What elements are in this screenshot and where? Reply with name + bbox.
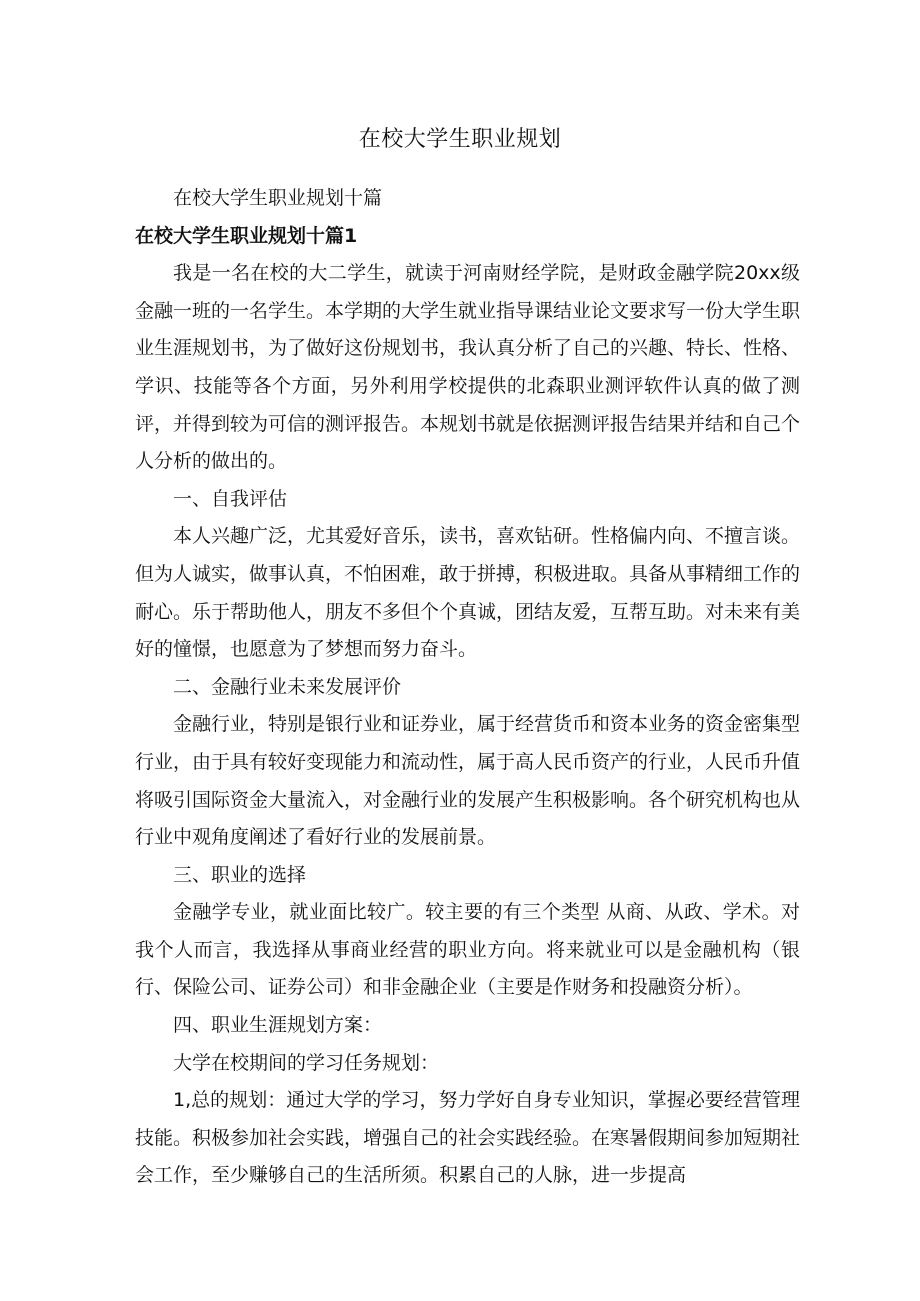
- paragraph-overall-plan: 1,总的规划：通过大学的学习，努力学好自身专业知识，掌握必要经营管理技能。积极参加社会实践，增强自己的社会实践经验。在寒暑假期间参加短期社会工作，至少赚够自己的生活所须。积累自己的人脉，进一步提高: [135, 1089, 801, 1187]
- paragraph-career-choice: 金融学专业，就业面比较广。较主要的有三个类型 从商、从政、学术。对我个人而言，我选择从事商业经营的职业方向。将来就业可以是金融机构（银行、保险公司、证券公司）和非金融企业（主要是作财务和投融资分析）。: [135, 901, 800, 999]
- heading-career-choice: 三、职业的选择: [173, 863, 307, 886]
- paragraph-industry-evaluation: 金融行业，特别是银行业和证券业，属于经营货币和资本业务的资金密集型行业，由于具有较好变现能力和流动性，属于高人民币资产的行业，人民币升值将吸引国际资金大量流入，对金融行业的发展产生积极影响。各个研究机构也从行业中观角度阐述了看好行业的发展前景。: [135, 713, 801, 849]
- paragraph-self-assessment: 本人兴趣广泛，尤其爱好音乐，读书，喜欢钻研。性格偏内向、不擅言谈。但为人诚实，做事认真，不怕困难，敢于拼搏，积极进取。具备从事精细工作的耐心。乐于帮助他人，朋友不多但个个真诚，团结友爱，互帮互助。对未来有美好的憧憬，也愿意为了梦想而努力奋斗。: [135, 525, 801, 661]
- section-heading: 在校大学生职业规划十篇1: [135, 224, 358, 247]
- subheading-study-plan: 大学在校期间的学习任务规划：: [173, 1051, 440, 1074]
- subtitle: 在校大学生职业规划十篇: [173, 187, 383, 209]
- document-title: 在校大学生职业规划: [358, 127, 562, 152]
- heading-industry-evaluation: 二、金融行业未来发展评价: [173, 675, 402, 698]
- heading-self-assessment: 一、自我评估: [173, 487, 288, 510]
- heading-career-plan: 四、职业生涯规划方案：: [173, 1014, 383, 1037]
- document-body: [135, 180, 800, 1195]
- paragraph-intro: 我是一名在校的大二学生，就读于河南财经学院，是财政金融学院20xx级金融一班的一名学生。本学期的大学生就业指导课结业论文要求写一份大学生职业生涯规划书，为了做好这份规划书，我认真分析了自己的兴趣、特长、性格、学识、技能等各个方面，另外利用学校提供的北森职业测评软件认真的做了测评，并得到较为可信的测评报告。本规划书就是依据测评报告结果并结和自己个人分析的做出的。: [135, 262, 801, 473]
